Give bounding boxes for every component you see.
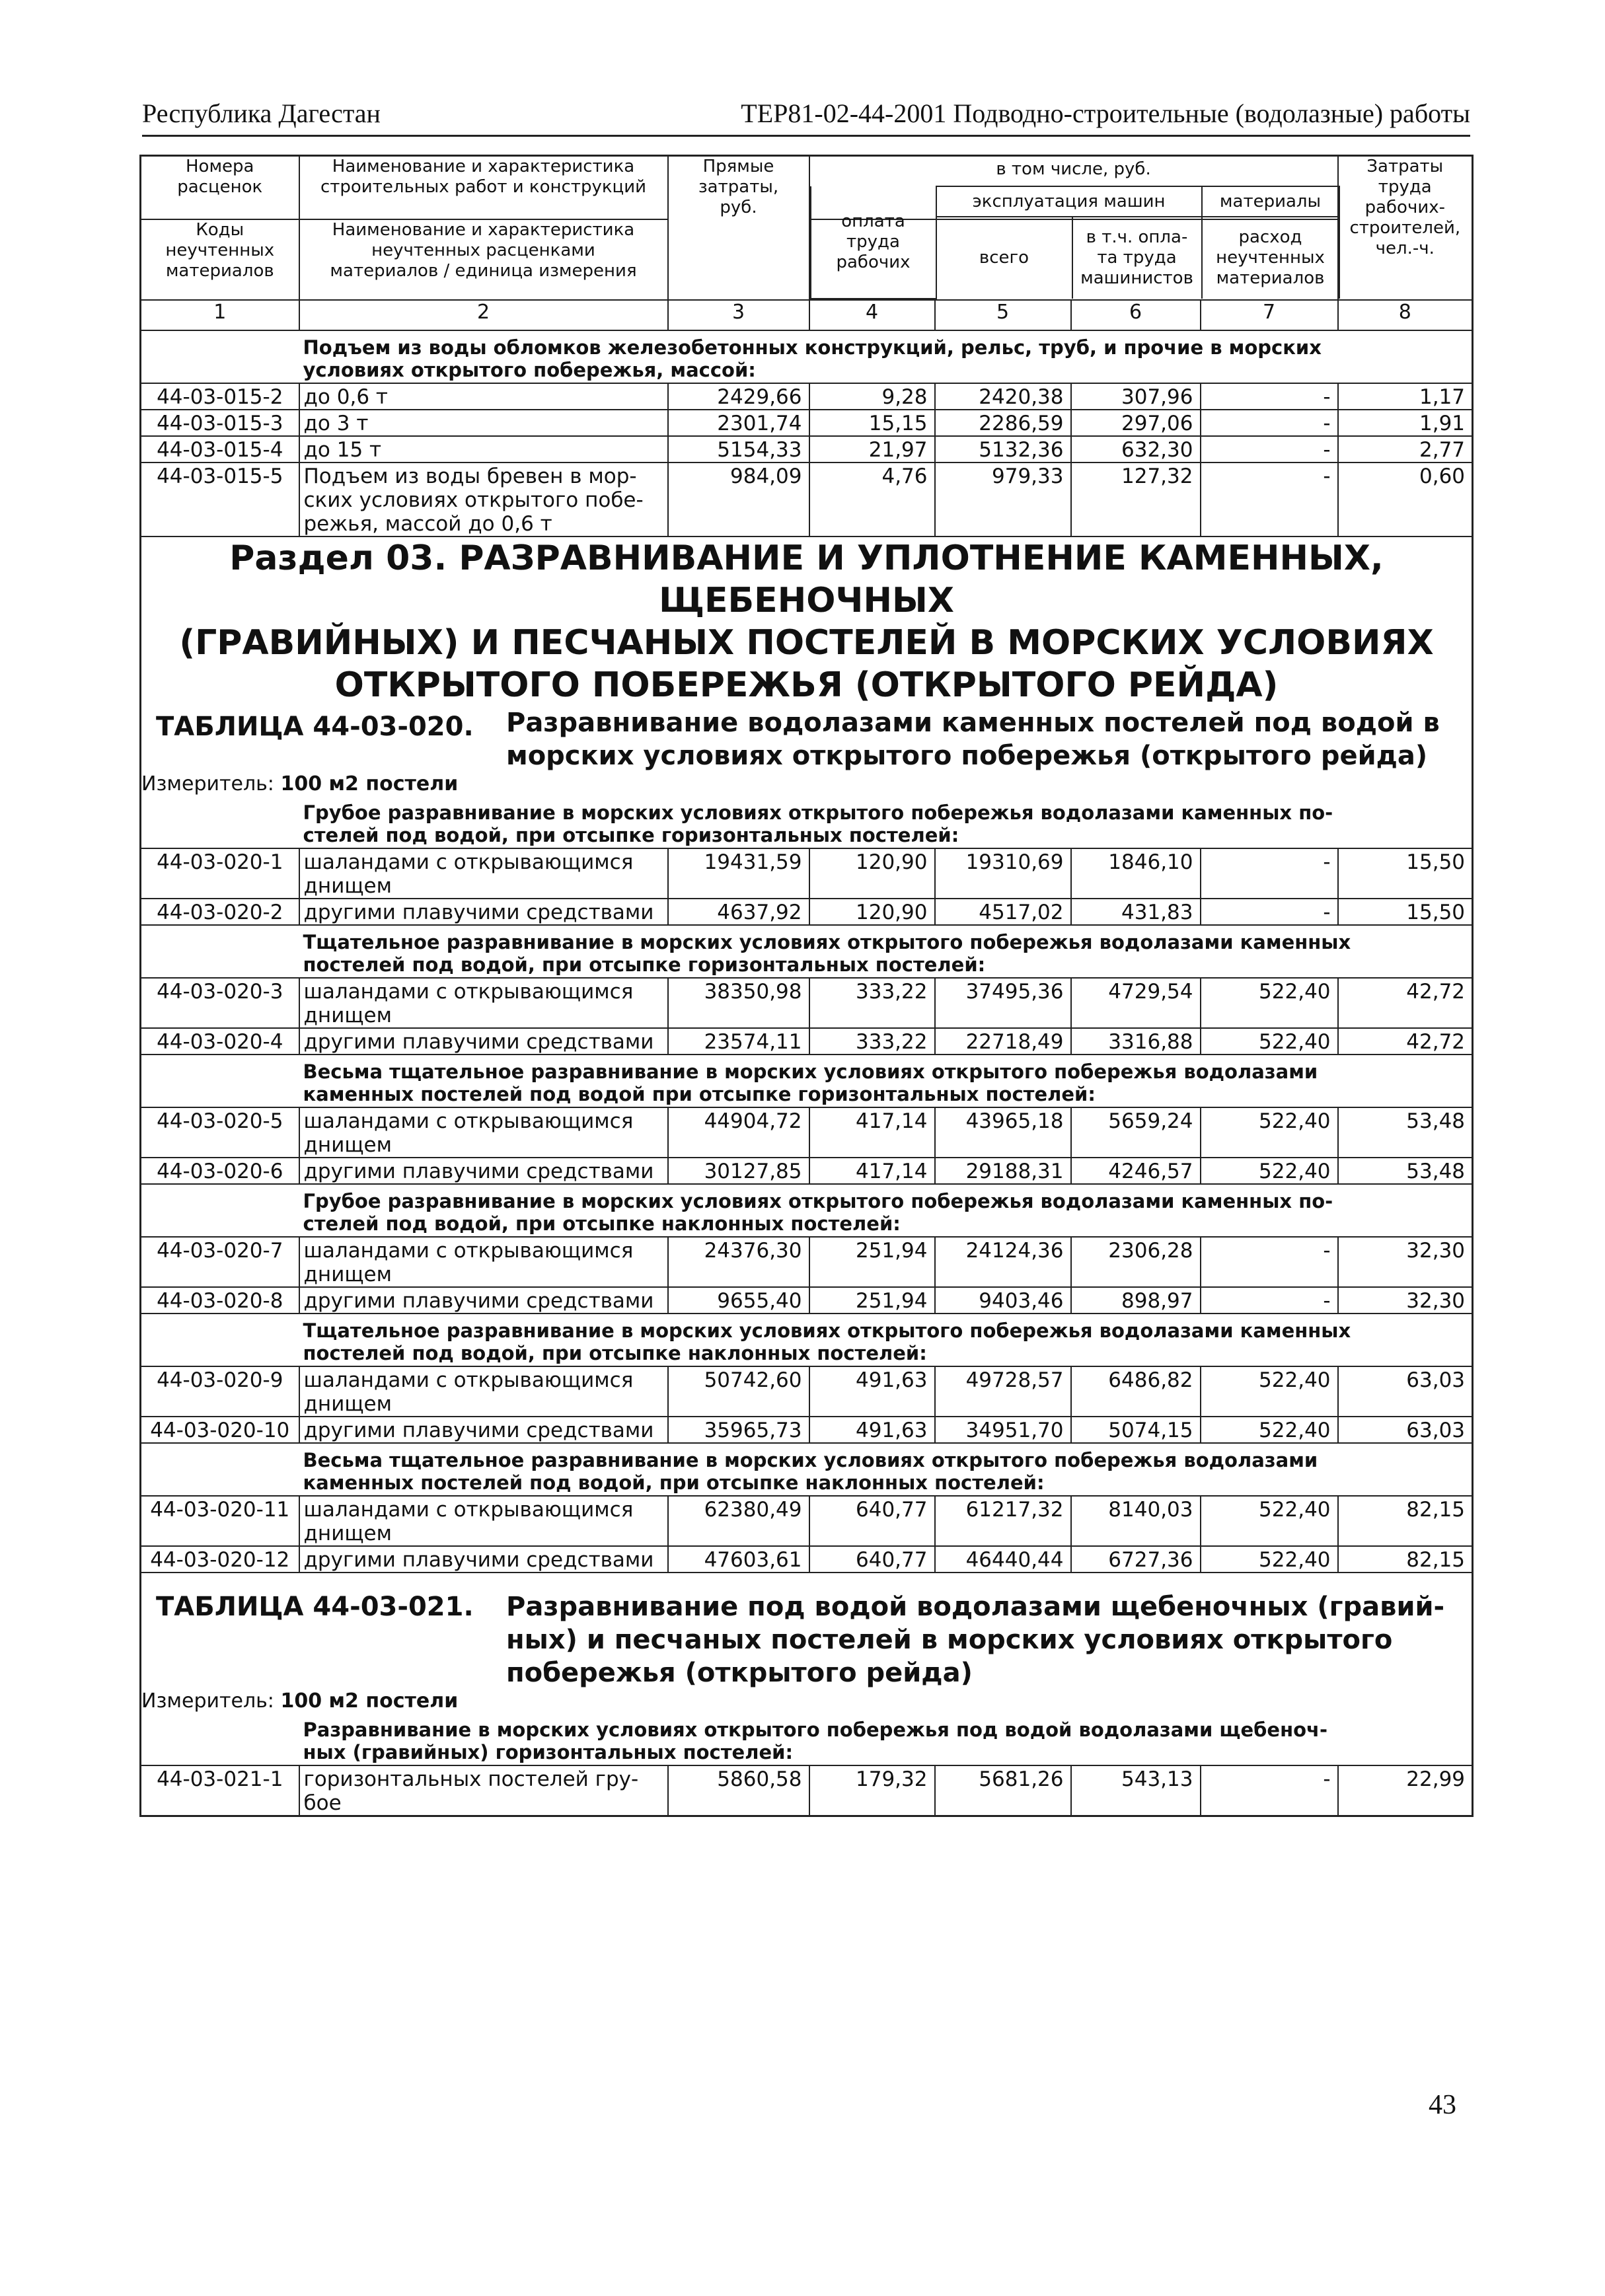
rate-code: 44-03-020-9 xyxy=(141,1366,299,1417)
work-name xyxy=(299,436,668,463)
col-header-machines: эксплуатация машин xyxy=(936,186,1202,217)
worker-pay-cell: 640,77 xyxy=(809,1546,935,1573)
rate-code: 44-03-020-8 xyxy=(141,1287,299,1314)
direct-costs-cell: 19431,59 xyxy=(668,848,809,899)
rate-code: 44-03-020-2 xyxy=(141,899,299,925)
worker-pay-cell: 333,22 xyxy=(809,1028,935,1055)
operator-pay-cell: 5659,24 xyxy=(1071,1107,1201,1158)
table-title-row xyxy=(141,706,1473,772)
labor-hours-cell: 32,30 xyxy=(1338,1237,1473,1287)
table-row xyxy=(141,1107,1473,1158)
group-heading-text xyxy=(299,330,1473,383)
work-name-line: до 3 т xyxy=(303,412,369,435)
worker-pay-cell: 120,90 xyxy=(809,848,935,899)
direct-costs-cell: 44904,72 xyxy=(668,1107,809,1158)
group-heading-line: каменных постелей под водой, при отсыпке наклонных постелей: xyxy=(303,1471,1045,1494)
col-header-rate-numbers: Номера расценок xyxy=(141,156,299,220)
machines-total-cell: 2286,59 xyxy=(935,410,1071,436)
table-row xyxy=(141,848,1473,899)
group-heading-spacer xyxy=(141,1184,299,1237)
col-header-work-name: Наименование и характеристика строительных работ и конструкций xyxy=(299,156,668,220)
col-header-materials: материалы xyxy=(1202,186,1339,217)
col-header-sub xyxy=(809,191,1338,300)
worker-pay-cell: 9,28 xyxy=(809,383,935,410)
work-name xyxy=(299,1158,668,1184)
group-heading-text xyxy=(299,1443,1473,1496)
labor-hours-cell: 1,91 xyxy=(1338,410,1473,436)
group-heading xyxy=(141,1443,1473,1496)
group-heading xyxy=(141,1713,1473,1765)
table-title-text xyxy=(506,1590,1472,1689)
work-name-line: днищем xyxy=(303,1263,392,1286)
machines-total-cell: 34951,70 xyxy=(935,1417,1071,1443)
worker-pay-cell: 333,22 xyxy=(809,978,935,1028)
machines-total-cell: 43965,18 xyxy=(935,1107,1071,1158)
direct-costs-cell: 2429,66 xyxy=(668,383,809,410)
machines-total-cell: 5681,26 xyxy=(935,1765,1071,1816)
group-heading xyxy=(141,1314,1473,1366)
work-name-line: другими плавучими средствами xyxy=(303,1548,654,1572)
work-name xyxy=(299,1287,668,1314)
group-heading-line: Разравнивание в морских условиях открытого побережья под водой водолазами щебеноч- xyxy=(303,1719,1327,1741)
group-heading-line: Весьма тщательное разравнивание в морских условиях открытого побережья водолазами xyxy=(303,1449,1318,1471)
group-heading-line: постелей под водой, при отсыпке наклонных постелей: xyxy=(303,1342,927,1364)
section-heading xyxy=(141,537,1473,706)
operator-pay-cell: 297,06 xyxy=(1071,410,1201,436)
materials-cell: 522,40 xyxy=(1201,1107,1338,1158)
operator-pay-cell: 6486,82 xyxy=(1071,1366,1201,1417)
section-heading-line: (ГРАВИЙНЫХ) И ПЕСЧАНЫХ ПОСТЕЛЕЙ В МОРСКИХ УСЛОВИЯХ xyxy=(179,623,1434,663)
operator-pay-cell: 543,13 xyxy=(1071,1765,1201,1816)
work-name-line: шаландами с открывающимся xyxy=(303,980,634,1004)
measure-value: 100 м2 постели xyxy=(280,1689,459,1713)
labor-hours-cell: 22,99 xyxy=(1338,1765,1473,1816)
operator-pay-cell: 898,97 xyxy=(1071,1287,1201,1314)
group-heading-line: условиях открытого побережья, массой: xyxy=(303,359,756,381)
measure-label: Измеритель: xyxy=(141,1689,274,1713)
materials-cell: 522,40 xyxy=(1201,1366,1338,1417)
measure-row xyxy=(141,1689,1473,1713)
group-heading-line: стелей под водой, при отсыпке наклонных постелей: xyxy=(303,1212,901,1235)
table-title-line: Разравнивание под водой водолазами щебеночных (гравий- xyxy=(506,1592,1445,1622)
work-name-line: другими плавучими средствами xyxy=(303,1030,654,1054)
labor-hours-cell: 32,30 xyxy=(1338,1287,1473,1314)
work-name-line: шаландами с открывающимся xyxy=(303,1498,634,1522)
work-name xyxy=(299,1028,668,1055)
measure-unit xyxy=(141,772,1473,796)
group-heading-line: Подъем из воды обломков железобетонных конструкций, рельс, труб, и прочие в морских xyxy=(303,336,1322,359)
work-name xyxy=(299,410,668,436)
direct-costs-cell: 984,09 xyxy=(668,463,809,537)
labor-hours-cell: 63,03 xyxy=(1338,1417,1473,1443)
group-heading-spacer xyxy=(141,796,299,848)
machines-total-cell: 46440,44 xyxy=(935,1546,1071,1573)
direct-costs-cell: 5154,33 xyxy=(668,436,809,463)
table-title-line: побережья (открытого рейда) xyxy=(506,1658,973,1688)
materials-cell: - xyxy=(1201,1287,1338,1314)
operator-pay-cell: 4729,54 xyxy=(1071,978,1201,1028)
col-header-operator-pay: в т.ч. опла- та труда машинистов xyxy=(1072,217,1202,299)
machines-total-cell: 37495,36 xyxy=(935,978,1071,1028)
table-row xyxy=(141,1496,1473,1546)
table-row xyxy=(141,383,1473,410)
header-region: Республика Дагестан xyxy=(142,98,381,128)
work-name xyxy=(299,1366,668,1417)
work-name-line: другими плавучими средствами xyxy=(303,1160,654,1183)
table-row xyxy=(141,1366,1473,1417)
rate-code: 44-03-020-6 xyxy=(141,1158,299,1184)
table-row xyxy=(141,1546,1473,1573)
work-name xyxy=(299,1546,668,1573)
operator-pay-cell: 1846,10 xyxy=(1071,848,1201,899)
work-name-line: Подъем из воды бревен в мор- xyxy=(303,464,637,488)
materials-cell: 522,40 xyxy=(1201,978,1338,1028)
work-name-line: днищем xyxy=(303,1522,392,1545)
work-name-line: днищем xyxy=(303,1004,392,1027)
direct-costs-cell: 38350,98 xyxy=(668,978,809,1028)
group-heading-line: Грубое разравнивание в морских условиях открытого побережья водолазами каменных по- xyxy=(303,801,1333,824)
labor-hours-cell: 15,50 xyxy=(1338,848,1473,899)
work-name-line: шаландами с открывающимся xyxy=(303,1109,634,1133)
rate-code: 44-03-021-1 xyxy=(141,1765,299,1816)
materials-cell: 522,40 xyxy=(1201,1496,1338,1546)
labor-hours-cell: 1,17 xyxy=(1338,383,1473,410)
measure-row xyxy=(141,772,1473,796)
work-name-line: бое xyxy=(303,1791,342,1815)
col-header-material-name: Наименование и характеристика неучтенных расценками материалов / единица измерения xyxy=(299,219,668,300)
table-title-row xyxy=(141,1573,1473,1689)
col-header-unaccounted-materials: расход неучтенных материалов xyxy=(1202,217,1339,299)
operator-pay-cell: 4246,57 xyxy=(1071,1158,1201,1184)
materials-cell: 522,40 xyxy=(1201,1417,1338,1443)
page-number: 43 xyxy=(1429,2090,1456,2120)
group-heading-line: постелей под водой, при отсыпке горизонтальных постелей: xyxy=(303,953,986,976)
labor-hours-cell: 0,60 xyxy=(1338,463,1473,537)
group-heading-text xyxy=(299,796,1473,848)
table-row xyxy=(141,436,1473,463)
worker-pay-cell: 640,77 xyxy=(809,1496,935,1546)
direct-costs-cell: 30127,85 xyxy=(668,1158,809,1184)
work-name-line: днищем xyxy=(303,1133,392,1157)
section-heading-line: Раздел 03. РАЗРАВНИВАНИЕ И УПЛОТНЕНИЕ КАМЕННЫХ, ЩЕБЕНОЧНЫХ xyxy=(229,538,1384,620)
table-row xyxy=(141,1028,1473,1055)
direct-costs-cell: 35965,73 xyxy=(668,1417,809,1443)
worker-pay-cell: 4,76 xyxy=(809,463,935,537)
work-name-line: шаландами с открывающимся xyxy=(303,1368,634,1392)
group-heading-text xyxy=(299,1314,1473,1366)
work-name-line: шаландами с открывающимся xyxy=(303,850,634,874)
group-heading-line: каменных постелей под водой при отсыпке горизонтальных постелей: xyxy=(303,1083,1096,1105)
rate-code: 44-03-015-4 xyxy=(141,436,299,463)
rate-code: 44-03-020-3 xyxy=(141,978,299,1028)
group-heading-text xyxy=(299,925,1473,978)
rate-code: 44-03-020-5 xyxy=(141,1107,299,1158)
machines-total-cell: 979,33 xyxy=(935,463,1071,537)
machines-total-cell: 24124,36 xyxy=(935,1237,1071,1287)
group-heading xyxy=(141,330,1473,383)
work-name-line: горизонтальных постелей гру- xyxy=(303,1767,639,1791)
labor-hours-cell: 2,77 xyxy=(1338,436,1473,463)
operator-pay-cell: 431,83 xyxy=(1071,899,1201,925)
rate-code: 44-03-020-12 xyxy=(141,1546,299,1573)
work-name-line: до 15 т xyxy=(303,438,382,462)
labor-hours-cell: 82,15 xyxy=(1338,1546,1473,1573)
work-name xyxy=(299,1765,668,1816)
work-name-line: другими плавучими средствами xyxy=(303,901,654,924)
labor-hours-cell: 42,72 xyxy=(1338,1028,1473,1055)
machines-total-cell: 61217,32 xyxy=(935,1496,1071,1546)
work-name-line: до 0,6 т xyxy=(303,385,388,409)
group-heading-line: стелей под водой, при отсыпке горизонтальных постелей: xyxy=(303,824,959,846)
running-header xyxy=(142,94,1470,137)
group-heading-line: ных (гравийных) горизонтальных постелей: xyxy=(303,1741,794,1763)
table-row xyxy=(141,410,1473,436)
worker-pay-cell: 15,15 xyxy=(809,410,935,436)
work-name-line: другими плавучими средствами xyxy=(303,1419,654,1442)
group-heading xyxy=(141,1184,1473,1237)
measure-unit xyxy=(141,1689,1473,1713)
group-heading-line: Весьма тщательное разравнивание в морских условиях открытого побережья водолазами xyxy=(303,1060,1318,1083)
operator-pay-cell: 2306,28 xyxy=(1071,1237,1201,1287)
worker-pay-cell: 179,32 xyxy=(809,1765,935,1816)
work-name-line: днищем xyxy=(303,874,392,898)
direct-costs-cell: 4637,92 xyxy=(668,899,809,925)
worker-pay-cell: 491,63 xyxy=(809,1366,935,1417)
rate-code: 44-03-015-3 xyxy=(141,410,299,436)
operator-pay-cell: 3316,88 xyxy=(1071,1028,1201,1055)
materials-cell: - xyxy=(1201,899,1338,925)
labor-hours-cell: 15,50 xyxy=(1338,899,1473,925)
worker-pay-cell: 491,63 xyxy=(809,1417,935,1443)
operator-pay-cell: 6727,36 xyxy=(1071,1546,1201,1573)
work-name xyxy=(299,1417,668,1443)
group-heading-spacer xyxy=(141,1443,299,1496)
materials-cell: - xyxy=(1201,436,1338,463)
group-heading-line: Тщательное разравнивание в морских условиях открытого побережья водолазами каменных xyxy=(303,931,1351,953)
direct-costs-cell: 24376,30 xyxy=(668,1237,809,1287)
machines-total-cell: 49728,57 xyxy=(935,1366,1071,1417)
direct-costs-cell: 9655,40 xyxy=(668,1287,809,1314)
direct-costs-cell: 23574,11 xyxy=(668,1028,809,1055)
operator-pay-cell: 632,30 xyxy=(1071,436,1201,463)
table-title-line: Разравнивание водолазами каменных постелей под водой в xyxy=(506,708,1440,738)
group-heading-spacer xyxy=(141,1314,299,1366)
col-header-worker-pay: оплата труда рабочих xyxy=(811,186,936,299)
table-row xyxy=(141,1417,1473,1443)
direct-costs-cell: 2301,74 xyxy=(668,410,809,436)
table-row xyxy=(141,899,1473,925)
worker-pay-cell: 21,97 xyxy=(809,436,935,463)
direct-costs-cell: 47603,61 xyxy=(668,1546,809,1573)
group-heading xyxy=(141,925,1473,978)
table-title-text xyxy=(506,706,1472,772)
rate-code: 44-03-020-11 xyxy=(141,1496,299,1546)
table-title-line: морских условиях открытого побережья (открытого рейда) xyxy=(506,741,1428,771)
table-title-line: ных) и песчаных постелей в морских условиях открытого xyxy=(506,1625,1393,1655)
table-row xyxy=(141,1765,1473,1816)
machines-total-cell: 5132,36 xyxy=(935,436,1071,463)
group-heading-text xyxy=(299,1184,1473,1237)
group-heading-line: Грубое разравнивание в морских условиях открытого побережья водолазами каменных по- xyxy=(303,1190,1333,1212)
work-name xyxy=(299,848,668,899)
col-header-machines-total: всего xyxy=(936,217,1072,299)
work-name xyxy=(299,1496,668,1546)
machines-total-cell: 19310,69 xyxy=(935,848,1071,899)
rates-table xyxy=(139,155,1474,1817)
rate-code: 44-03-015-2 xyxy=(141,383,299,410)
col-header-material-codes: Коды неучтенных материалов xyxy=(141,219,299,300)
operator-pay-cell: 307,96 xyxy=(1071,383,1201,410)
worker-pay-cell: 120,90 xyxy=(809,899,935,925)
worker-pay-cell: 417,14 xyxy=(809,1158,935,1184)
rate-code: 44-03-020-4 xyxy=(141,1028,299,1055)
table-row xyxy=(141,1287,1473,1314)
table-row xyxy=(141,1237,1473,1287)
materials-cell: - xyxy=(1201,463,1338,537)
worker-pay-cell: 417,14 xyxy=(809,1107,935,1158)
work-name xyxy=(299,978,668,1028)
work-name xyxy=(299,383,668,410)
operator-pay-cell: 8140,03 xyxy=(1071,1496,1201,1546)
rate-code: 44-03-020-10 xyxy=(141,1417,299,1443)
group-heading-spacer xyxy=(141,330,299,383)
materials-cell: - xyxy=(1201,383,1338,410)
header-document-title: ТЕР81-02-44-2001 Подводно-строительные (водолазные) работы xyxy=(741,98,1470,128)
work-name-line: режья, массой до 0,6 т xyxy=(303,512,552,536)
materials-cell: 522,40 xyxy=(1201,1546,1338,1573)
labor-hours-cell: 82,15 xyxy=(1338,1496,1473,1546)
measure-label: Измеритель: xyxy=(141,772,274,796)
labor-hours-cell: 53,48 xyxy=(1338,1158,1473,1184)
materials-cell: 522,40 xyxy=(1201,1158,1338,1184)
group-heading xyxy=(141,796,1473,848)
table-title xyxy=(141,1573,1473,1689)
col-header-direct-costs: Прямые затраты, руб. xyxy=(668,156,809,301)
machines-total-cell: 4517,02 xyxy=(935,899,1071,925)
table-row xyxy=(141,1158,1473,1184)
group-heading-spacer xyxy=(141,1055,299,1107)
col-header-including: в том числе, руб. xyxy=(809,156,1338,220)
rate-code: 44-03-020-7 xyxy=(141,1237,299,1287)
work-name-line: другими плавучими средствами xyxy=(303,1289,654,1313)
work-name xyxy=(299,463,668,537)
work-name-line: ских условиях открытого побе- xyxy=(303,488,644,512)
direct-costs-cell: 62380,49 xyxy=(668,1496,809,1546)
direct-costs-cell: 5860,58 xyxy=(668,1765,809,1816)
table-label: ТАБЛИЦА 44-03-021. xyxy=(156,1592,474,1622)
work-name-line: днищем xyxy=(303,1392,392,1416)
work-name xyxy=(299,899,668,925)
worker-pay-cell: 251,94 xyxy=(809,1287,935,1314)
group-heading-line: Тщательное разравнивание в морских условиях открытого побережья водолазами каменных xyxy=(303,1319,1351,1342)
group-heading xyxy=(141,1055,1473,1107)
group-heading-text xyxy=(299,1055,1473,1107)
materials-cell: - xyxy=(1201,1237,1338,1287)
group-heading-spacer xyxy=(141,1713,299,1765)
group-heading-spacer xyxy=(141,925,299,978)
direct-costs-cell: 50742,60 xyxy=(668,1366,809,1417)
work-name xyxy=(299,1237,668,1287)
operator-pay-cell: 5074,15 xyxy=(1071,1417,1201,1443)
labor-hours-cell: 42,72 xyxy=(1338,978,1473,1028)
machines-total-cell: 22718,49 xyxy=(935,1028,1071,1055)
work-name-line: шаландами с открывающимся xyxy=(303,1239,634,1263)
labor-hours-cell: 63,03 xyxy=(1338,1366,1473,1417)
rate-code: 44-03-020-1 xyxy=(141,848,299,899)
labor-hours-cell: 53,48 xyxy=(1338,1107,1473,1158)
col-header-labor-hours: Затраты труда рабочих- строителей, чел.-ч. xyxy=(1338,156,1473,301)
machines-total-cell: 9403,46 xyxy=(935,1287,1071,1314)
table-row xyxy=(141,978,1473,1028)
table-title xyxy=(141,706,1473,772)
column-number-row: 1 2 3 4 5 6 7 8 xyxy=(141,300,1473,330)
worker-pay-cell: 251,94 xyxy=(809,1237,935,1287)
materials-cell: - xyxy=(1201,1765,1338,1816)
rate-code: 44-03-015-5 xyxy=(141,463,299,537)
operator-pay-cell: 127,32 xyxy=(1071,463,1201,537)
materials-cell: - xyxy=(1201,848,1338,899)
table-row xyxy=(141,463,1473,537)
group-heading-text xyxy=(299,1713,1473,1765)
section-heading-line: ОТКРЫТОГО ПОБЕРЕЖЬЯ (ОТКРЫТОГО РЕЙДА) xyxy=(334,665,1279,705)
materials-cell: - xyxy=(1201,410,1338,436)
machines-total-cell: 29188,31 xyxy=(935,1158,1071,1184)
table-label: ТАБЛИЦА 44-03-020. xyxy=(156,712,474,742)
materials-cell: 522,40 xyxy=(1201,1028,1338,1055)
section-heading-row xyxy=(141,537,1473,706)
measure-value: 100 м2 постели xyxy=(280,772,459,796)
work-name xyxy=(299,1107,668,1158)
machines-total-cell: 2420,38 xyxy=(935,383,1071,410)
